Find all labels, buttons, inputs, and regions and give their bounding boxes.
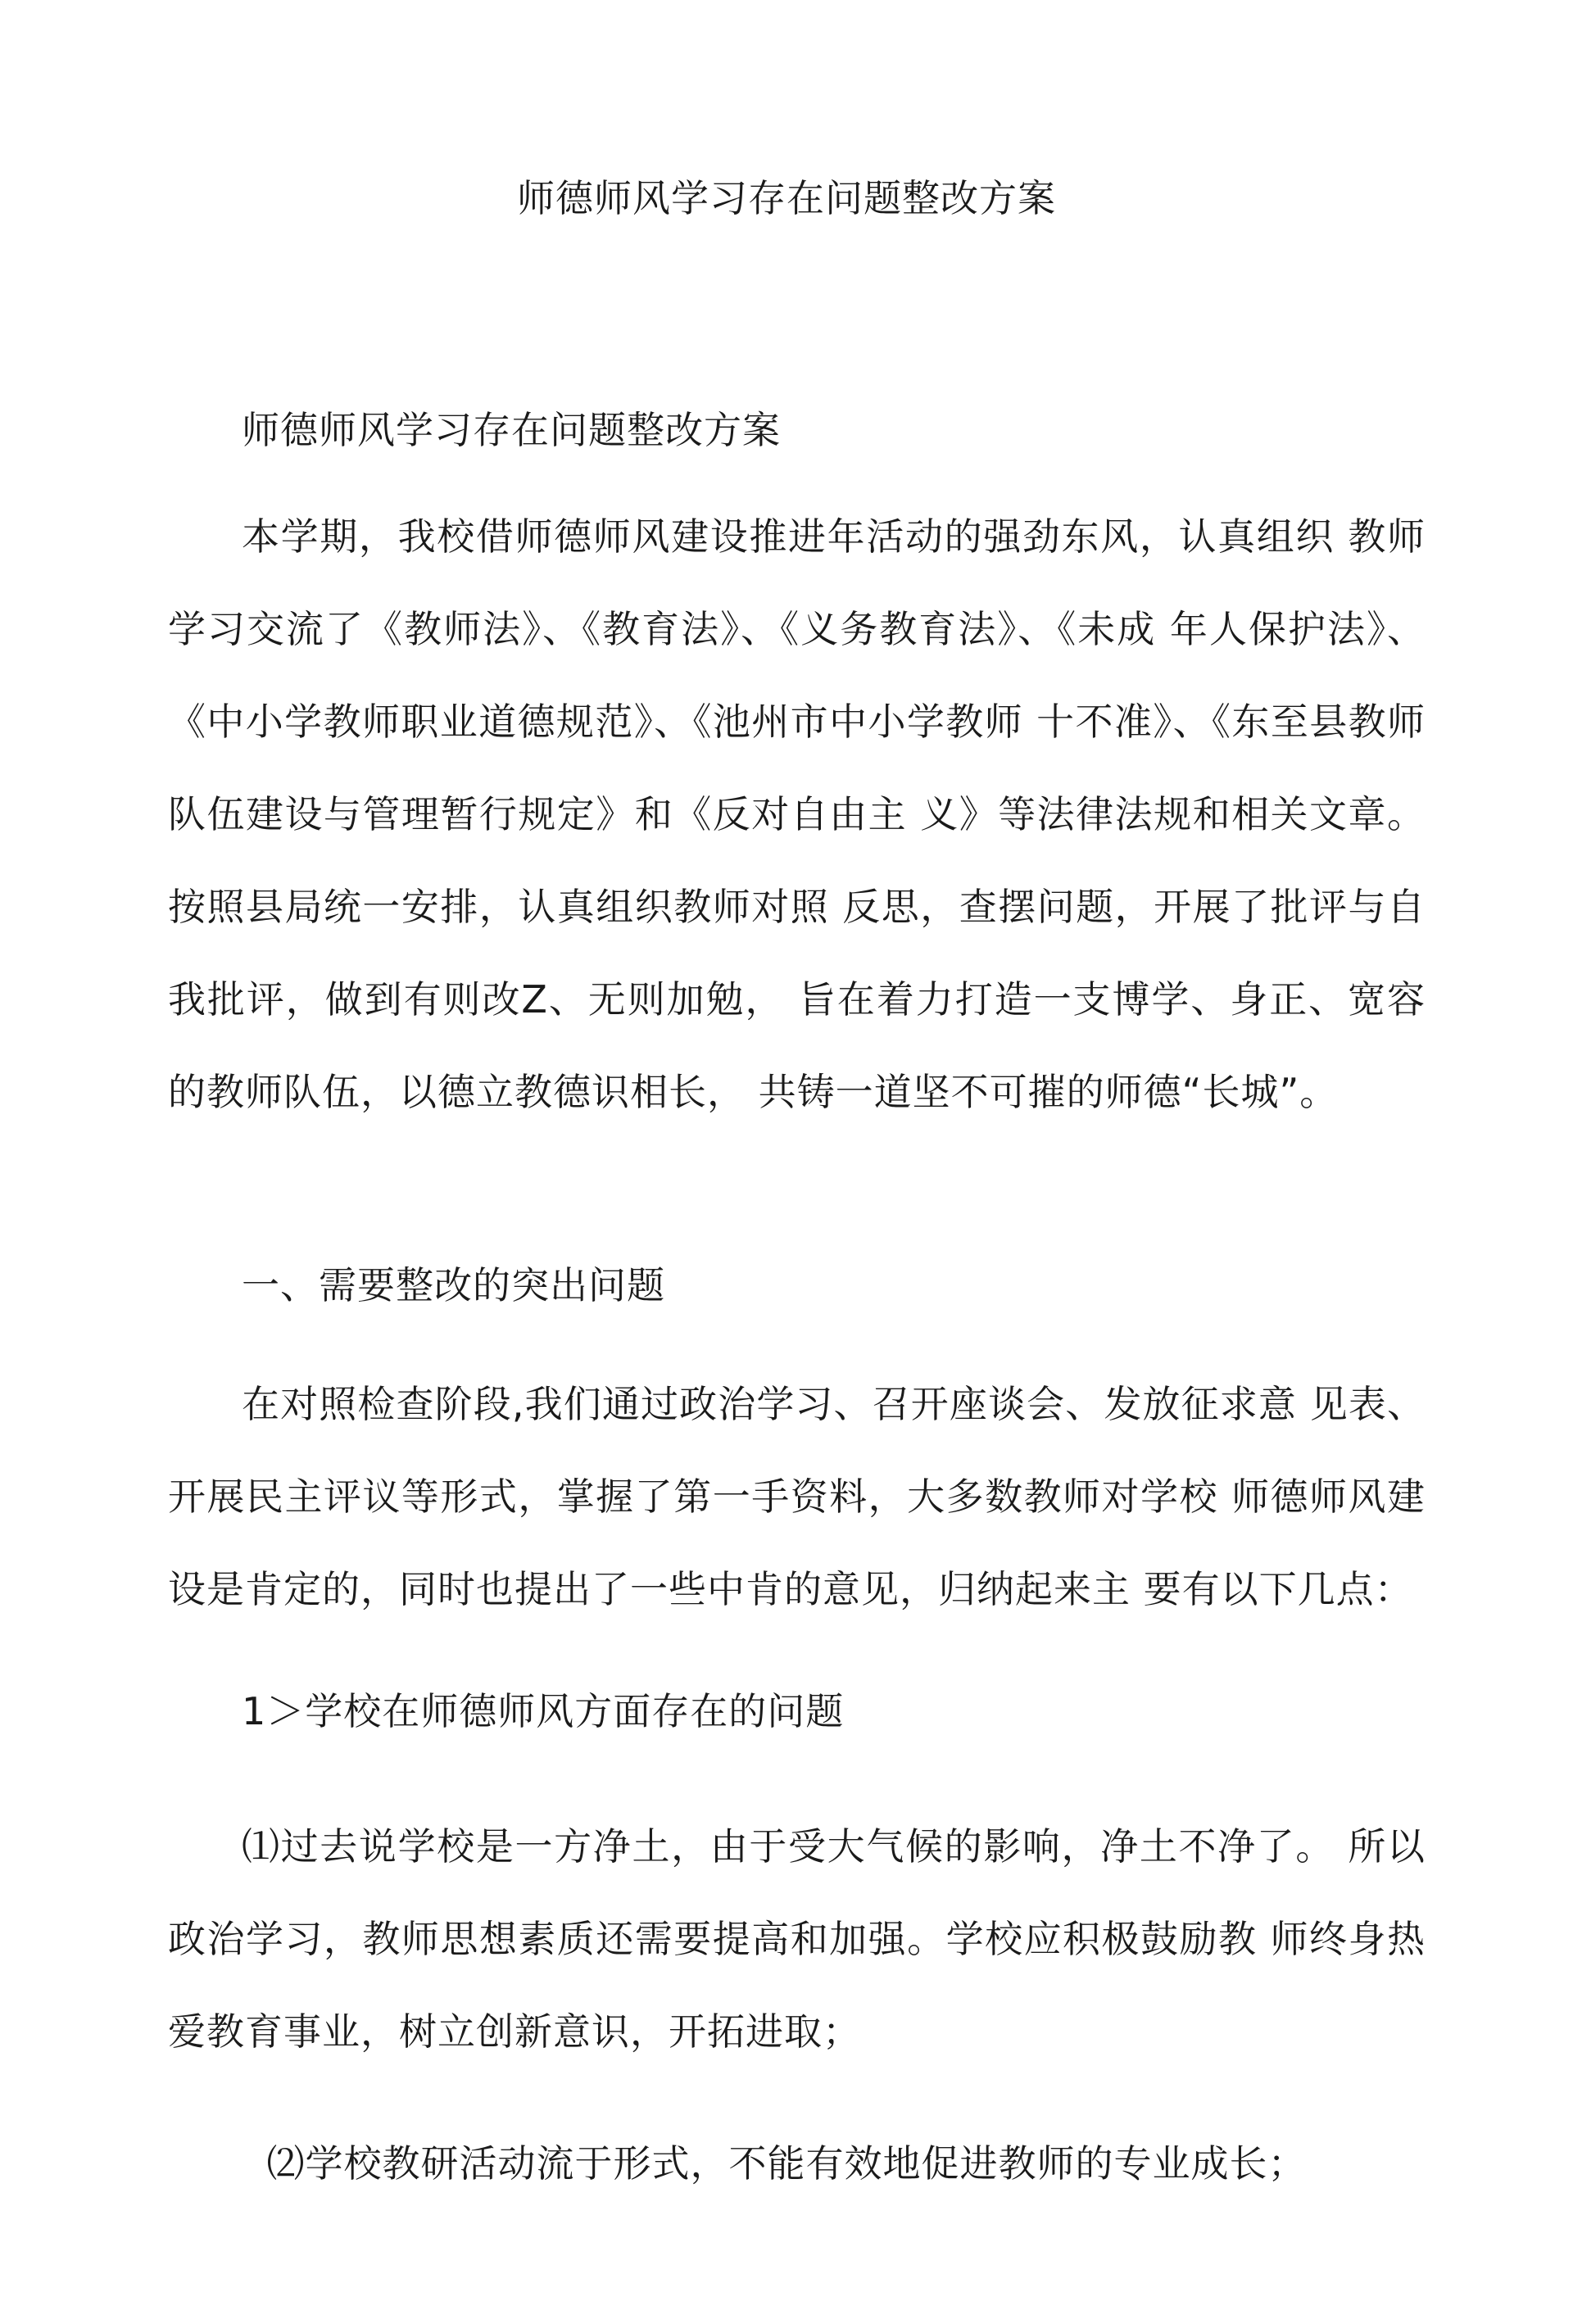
document-title: 师德师风学习存在问题整改方案 — [517, 176, 1056, 220]
list-item-1: ⑴过去说学校是一方净土，由于受大气候的影响，净土不净了。 所以政治学习，教师思想素质还需要提高和加强。学校应积极鼓励教 师终身热爱教育事业，树立创新意识，开拓进取； — [168, 1824, 1426, 2054]
paragraph-intro: 本学期，我校借师德师风建设推进年活动的强劲东风，认真组织 教师学习交流了《教师法》、《教育法》、《义务教育法》、《未成 年人保护法》、《中小学教师职业道德规范》、《池州市中小学教师 十不准》、《东至县教师队伍建设与管理暂行规定》和《反对自由主 义》等法律法规和相关文章。按照县局统一安排，认真组织教师对照 反思，查摆问题，开展了批评与自我批评，做到有则改Z、无则加勉， 旨在着力打造一支博学、身正、宽容的教师队伍，以德立教德识相长， 共铸一道坚不可摧的师德“长城”。 — [168, 514, 1426, 1114]
paragraph-check: 在对照检查阶段,我们通过政治学习、召开座谈会、发放征求意 见表、开展民主评议等形式，掌握了第一手资料，大多数教师对学校 师德师风建设是肯定的，同时也提出了一些中肯的意见，归纳起来主 要有以下几点： — [168, 1382, 1426, 1611]
list-item-2: ⑵学校教研活动流于形式，不能有效地促进教师的专业成长； — [266, 2141, 1307, 2186]
section-heading-problems: 一、需要整改的突出问题 — [242, 1263, 665, 1307]
document-subtitle: 师德师风学习存在问题整改方案 — [242, 408, 781, 452]
sub-heading-school-problems: 1＞学校在师德师风方面存在的问题 — [242, 1689, 845, 1733]
